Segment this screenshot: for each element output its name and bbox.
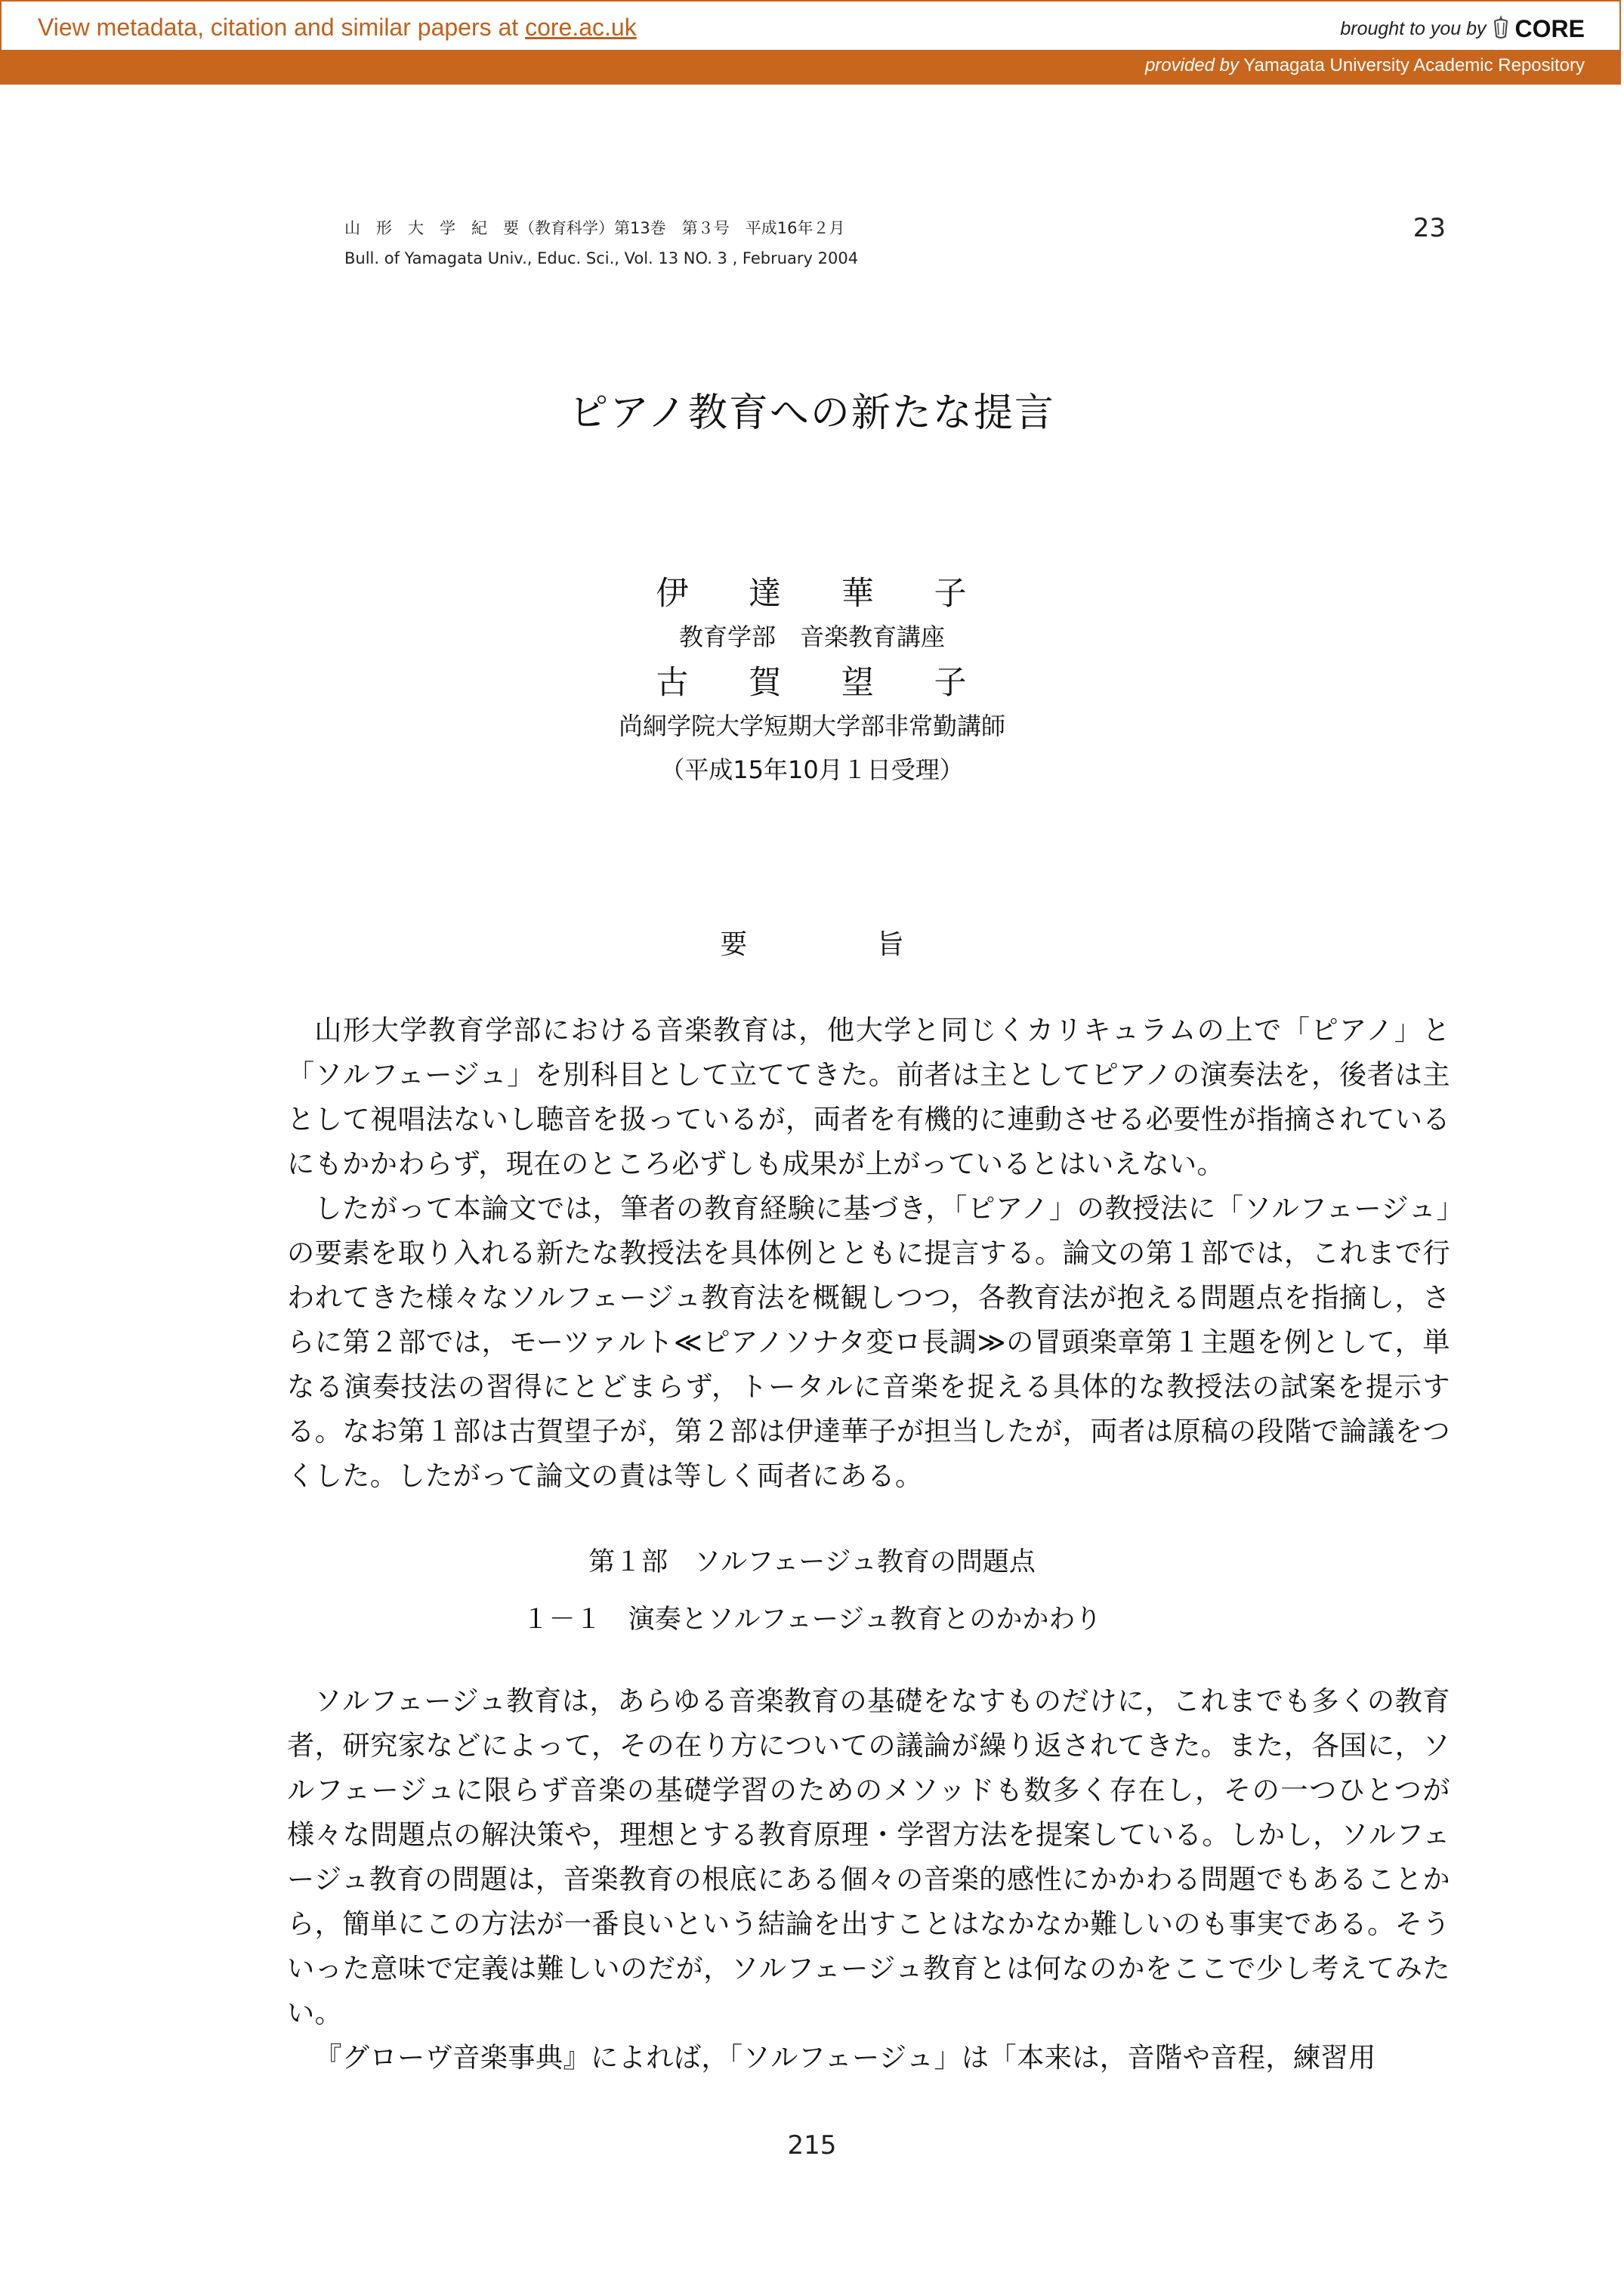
body-paragraph: ソルフェージュ教育は，あらゆる音楽教育の基礎をなすものだけに，これまでも多くの教育者，研究家などによって，その在り方についての議論が繰り返されてきた。また，各国に，ソルフェージュに限らず音楽の基礎学習のためのメソッドも数多く存在し，その一つひとつが様々な問題点の解決策や，理想とする教育原理・学習方法を提案している。しかし，ソルフェージュ教育の問題は，音楽教育の根底にある個々の音楽的感性にかかわる問題でもあることから，簡単にこの方法が一番良いという結論を出すことはなかなか難しいのも事実である。そういった意味で定義は難しいのだが，ソルフェージュ教育とは何なのかをここで少し考えてみたい。 <box>287 1685 1450 2029</box>
core-metadata-link[interactable] <box>38 14 637 42</box>
paper-title: ピアノ教育への新たな提言 <box>569 391 1055 436</box>
running-header <box>344 213 858 273</box>
part-heading: 第１部 ソルフェージュ教育の問題点 <box>588 1547 1036 1577</box>
provided-by <box>1145 55 1585 76</box>
author-2-affiliation: 尚絅学院大学短期大学部非常勤講師 <box>618 712 1005 740</box>
core-banner-top <box>2 2 1619 54</box>
core-banner <box>0 0 1621 85</box>
received-date: （平成15年10月１日受理） <box>660 755 964 784</box>
author-2-name: 古 賀 望 子 <box>656 664 968 702</box>
core-link-url[interactable]: core.ac.uk <box>525 14 637 41</box>
core-apple-icon <box>1491 14 1511 45</box>
author-1-name: 伊 達 華 子 <box>656 575 968 613</box>
body-paragraph: 『グローヴ音楽事典』によれば，「ソルフェージュ」は「本来は，音階や音程，練習用 <box>314 2041 1376 2074</box>
running-header-en: Bull. of Yamagata Univ., Educ. Sci., Vol. 13 NO. 3 , February 2004 <box>344 249 859 267</box>
section-heading: １－１ 演奏とソルフェージュ教育とのかかわり <box>522 1605 1102 1635</box>
page-number-bottom: 215 <box>787 2130 837 2161</box>
abstract-body <box>287 1008 1450 1498</box>
brought-to-you-by <box>1340 14 1585 45</box>
core-link-prefix: View metadata, citation and similar papers at <box>38 14 526 41</box>
repository-name[interactable]: Yamagata University Academic Repository <box>1243 55 1585 76</box>
page-number-top: 23 <box>1413 213 1446 243</box>
core-banner-bottom <box>2 50 1619 83</box>
core-logo-text: CORE <box>1514 15 1585 42</box>
abstract-paragraph: 山形大学教育学部における音楽教育は，他大学と同じくカリキュラムの上で「ピアノ」と「ソルフェージュ」を別科目として立ててきた。前者は主としてピアノの演奏法を，後者は主として視唱法ないし聴音を扱っているが，両者を有機的に連動させる必要性が指摘されているにもかかわらず，現在のところ必ずしも成果が上がっているとはいえない。 <box>287 1014 1450 1180</box>
running-header-jp: 山 形 大 学 紀 要（教育科学）第13巻 第３号 平成16年２月 <box>344 219 845 237</box>
provided-by-label: provided by <box>1144 55 1240 76</box>
abstract-heading: 要 旨 <box>720 929 904 960</box>
author-1-affiliation: 教育学部 音楽教育講座 <box>678 622 945 651</box>
brought-text: brought to you by <box>1340 18 1487 39</box>
main-body <box>287 1679 1450 2080</box>
abstract-paragraph: したがって本論文では，筆者の教育経験に基づき，「ピアノ」の教授法に「ソルフェージュ」の要素を取り入れる新たな教授法を具体例とともに提言する。論文の第１部では，これまで行われてきた様々なソルフェージュ教育法を概観しつつ，各教育法が抱える問題点を指摘し，さらに第２部では，モーツァルト≪ピアノソナタ変ロ長調≫の冒頭楽章第１主題を例として，単なる演奏技法の習得にとどまらず，トータルに音楽を捉える具体的な教授法の試案を提示する。なお第１部は古賀望子が，第２部は伊達華子が担当したが，両者は原稿の段階で論議をつくした。したがって論文の責は等しく両者にある。 <box>287 1192 1450 1492</box>
